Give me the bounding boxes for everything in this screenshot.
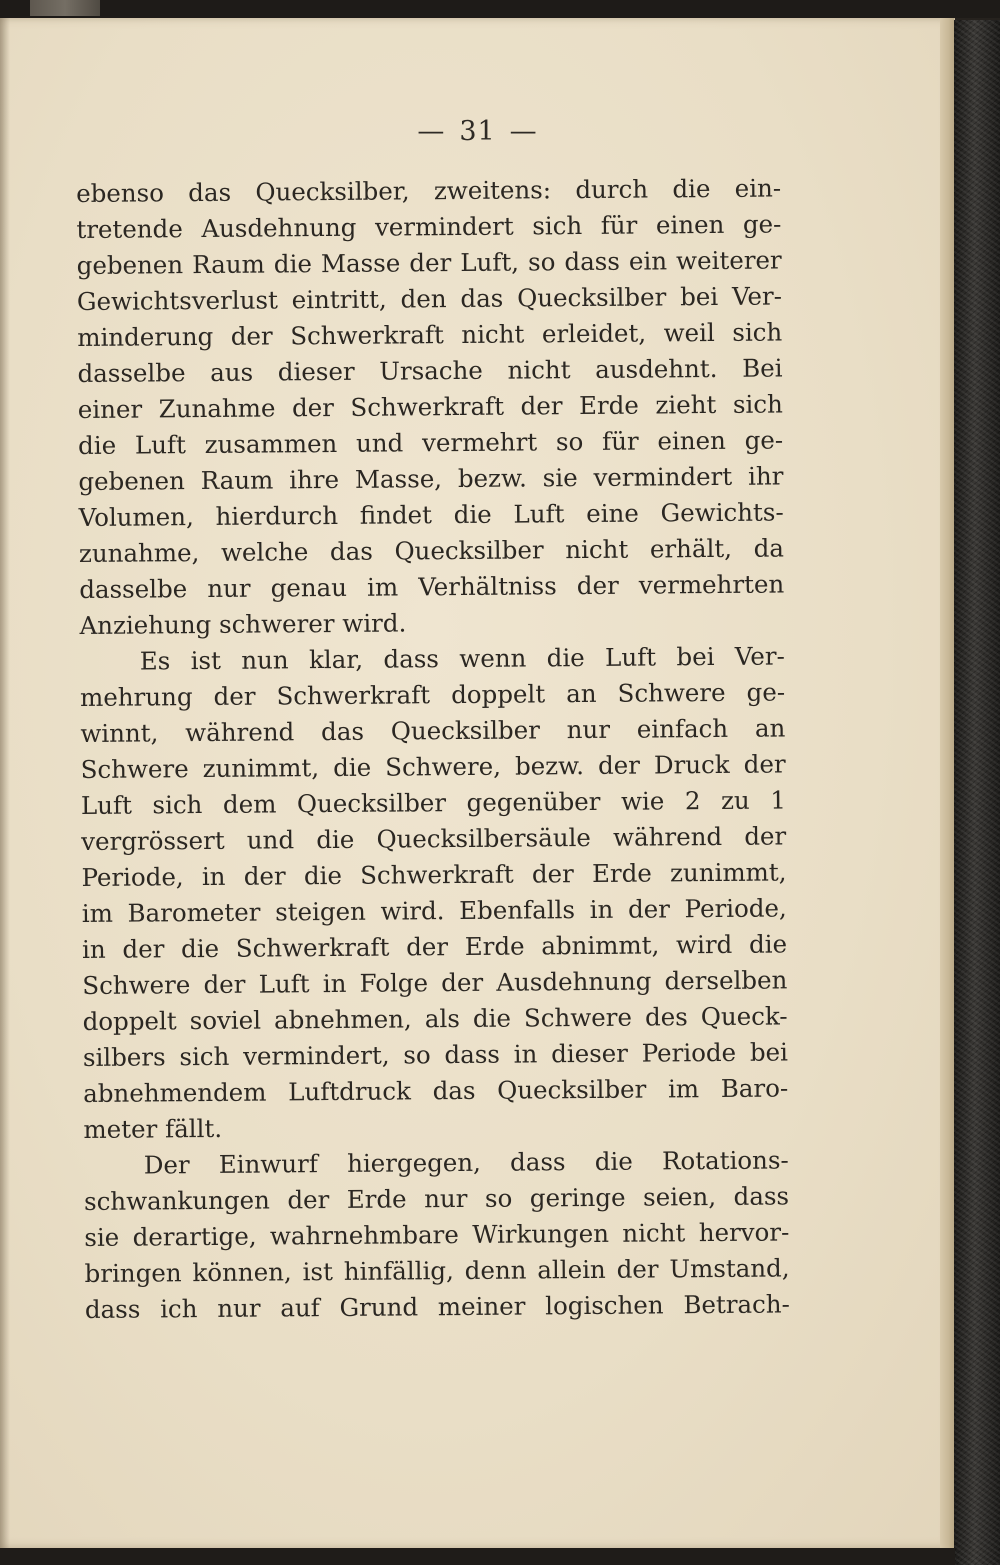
text-line: dasselbe aus dieser Ursache nicht ausdehnt. Bei <box>77 353 783 388</box>
page-edge <box>940 18 954 1548</box>
text-line: in der die Schwerkraft der Erde abnimmt, wird die <box>81 929 788 964</box>
text-line: einer Zunahme der Schwerkraft der Erde zieht sich <box>77 389 783 424</box>
text-line: dass ich nur auf Grund meiner logischen Betrach- <box>84 1289 790 1324</box>
text-line: mehrung der Schwerkraft doppelt an Schwere ge- <box>79 677 786 712</box>
page-number: 31 <box>459 116 496 147</box>
header-dash-left: — <box>417 116 446 147</box>
text-line: meter fällt. <box>83 1113 223 1144</box>
text-line: Periode, in der die Schwerkraft der Erde zunimmt, <box>81 857 787 892</box>
scan-top-border <box>0 0 1000 18</box>
text-line: Schwere der Luft in Folge der Ausdehnung derselben <box>82 965 788 1000</box>
text-line: dasselbe nur genau im Verhältniss der vermehrten <box>79 569 785 604</box>
text-line: schwankungen der Erde nur so geringe seien, dass <box>83 1181 790 1216</box>
text-line: Gewichtsverlust eintritt, den das Quecksilber bei Ver- <box>76 281 783 316</box>
corner-mark <box>30 0 100 16</box>
text-line: winnt, während das Quecksilber nur einfach an <box>80 713 786 748</box>
text-line: Es ist nun klar, dass wenn die Luft bei Ver- <box>139 641 785 676</box>
page-gutter-shadow <box>0 18 10 1548</box>
page-header <box>0 116 955 147</box>
text-line: Volumen, hierdurch findet die Luft eine Gewichts- <box>78 497 784 532</box>
text-line: ebenso das Quecksilber, zweitens: durch die ein- <box>76 173 782 208</box>
text-line: vergrössert und die Quecksilbersäule während der <box>81 821 787 856</box>
text-line: Luft sich dem Quecksilber gegenüber wie 2 zu 1 <box>80 785 787 820</box>
text-line: gebenen Raum ihre Masse, bezw. sie vermindert ihr <box>78 461 784 496</box>
text-line: im Barometer steigen wird. Ebenfalls in der Periode, <box>81 893 787 928</box>
body-text <box>76 170 790 1328</box>
text-line: minderung der Schwerkraft nicht erleidet, weil sich <box>77 317 783 352</box>
text-line: bringen können, ist hinfällig, denn allein der Umstand, <box>84 1253 790 1288</box>
text-line: abnehmendem Luftdruck das Quecksilber im Baro- <box>83 1073 789 1108</box>
text-line: die Luft zusammen und vermehrt so für einen ge- <box>78 425 784 460</box>
text-line: Anziehung schwerer wird. <box>79 608 407 640</box>
text-line: gebenen Raum die Masse der Luft, so dass ein weiterer <box>76 245 782 280</box>
scan-bottom-border <box>0 1548 955 1565</box>
text-line: sie derartige, wahrnehmbare Wirkungen nicht hervor- <box>84 1217 790 1252</box>
text-line: zunahme, welche das Quecksilber nicht erhält, da <box>78 533 785 568</box>
text-line: Der Einwurf hiergegen, dass die Rotations- <box>143 1145 789 1180</box>
text-line: silbers sich vermindert, so dass in dieser Periode bei <box>82 1037 789 1072</box>
text-line: tretende Ausdehnung vermindert sich für einen ge- <box>76 209 782 244</box>
text-line: doppelt soviel abnehmen, als die Schwere des Queck- <box>82 1001 788 1036</box>
text-line: Schwere zunimmt, die Schwere, bezw. der Druck der <box>80 749 786 784</box>
header-dash-right: — <box>509 116 538 147</box>
book-cover-edge <box>954 20 1000 1565</box>
